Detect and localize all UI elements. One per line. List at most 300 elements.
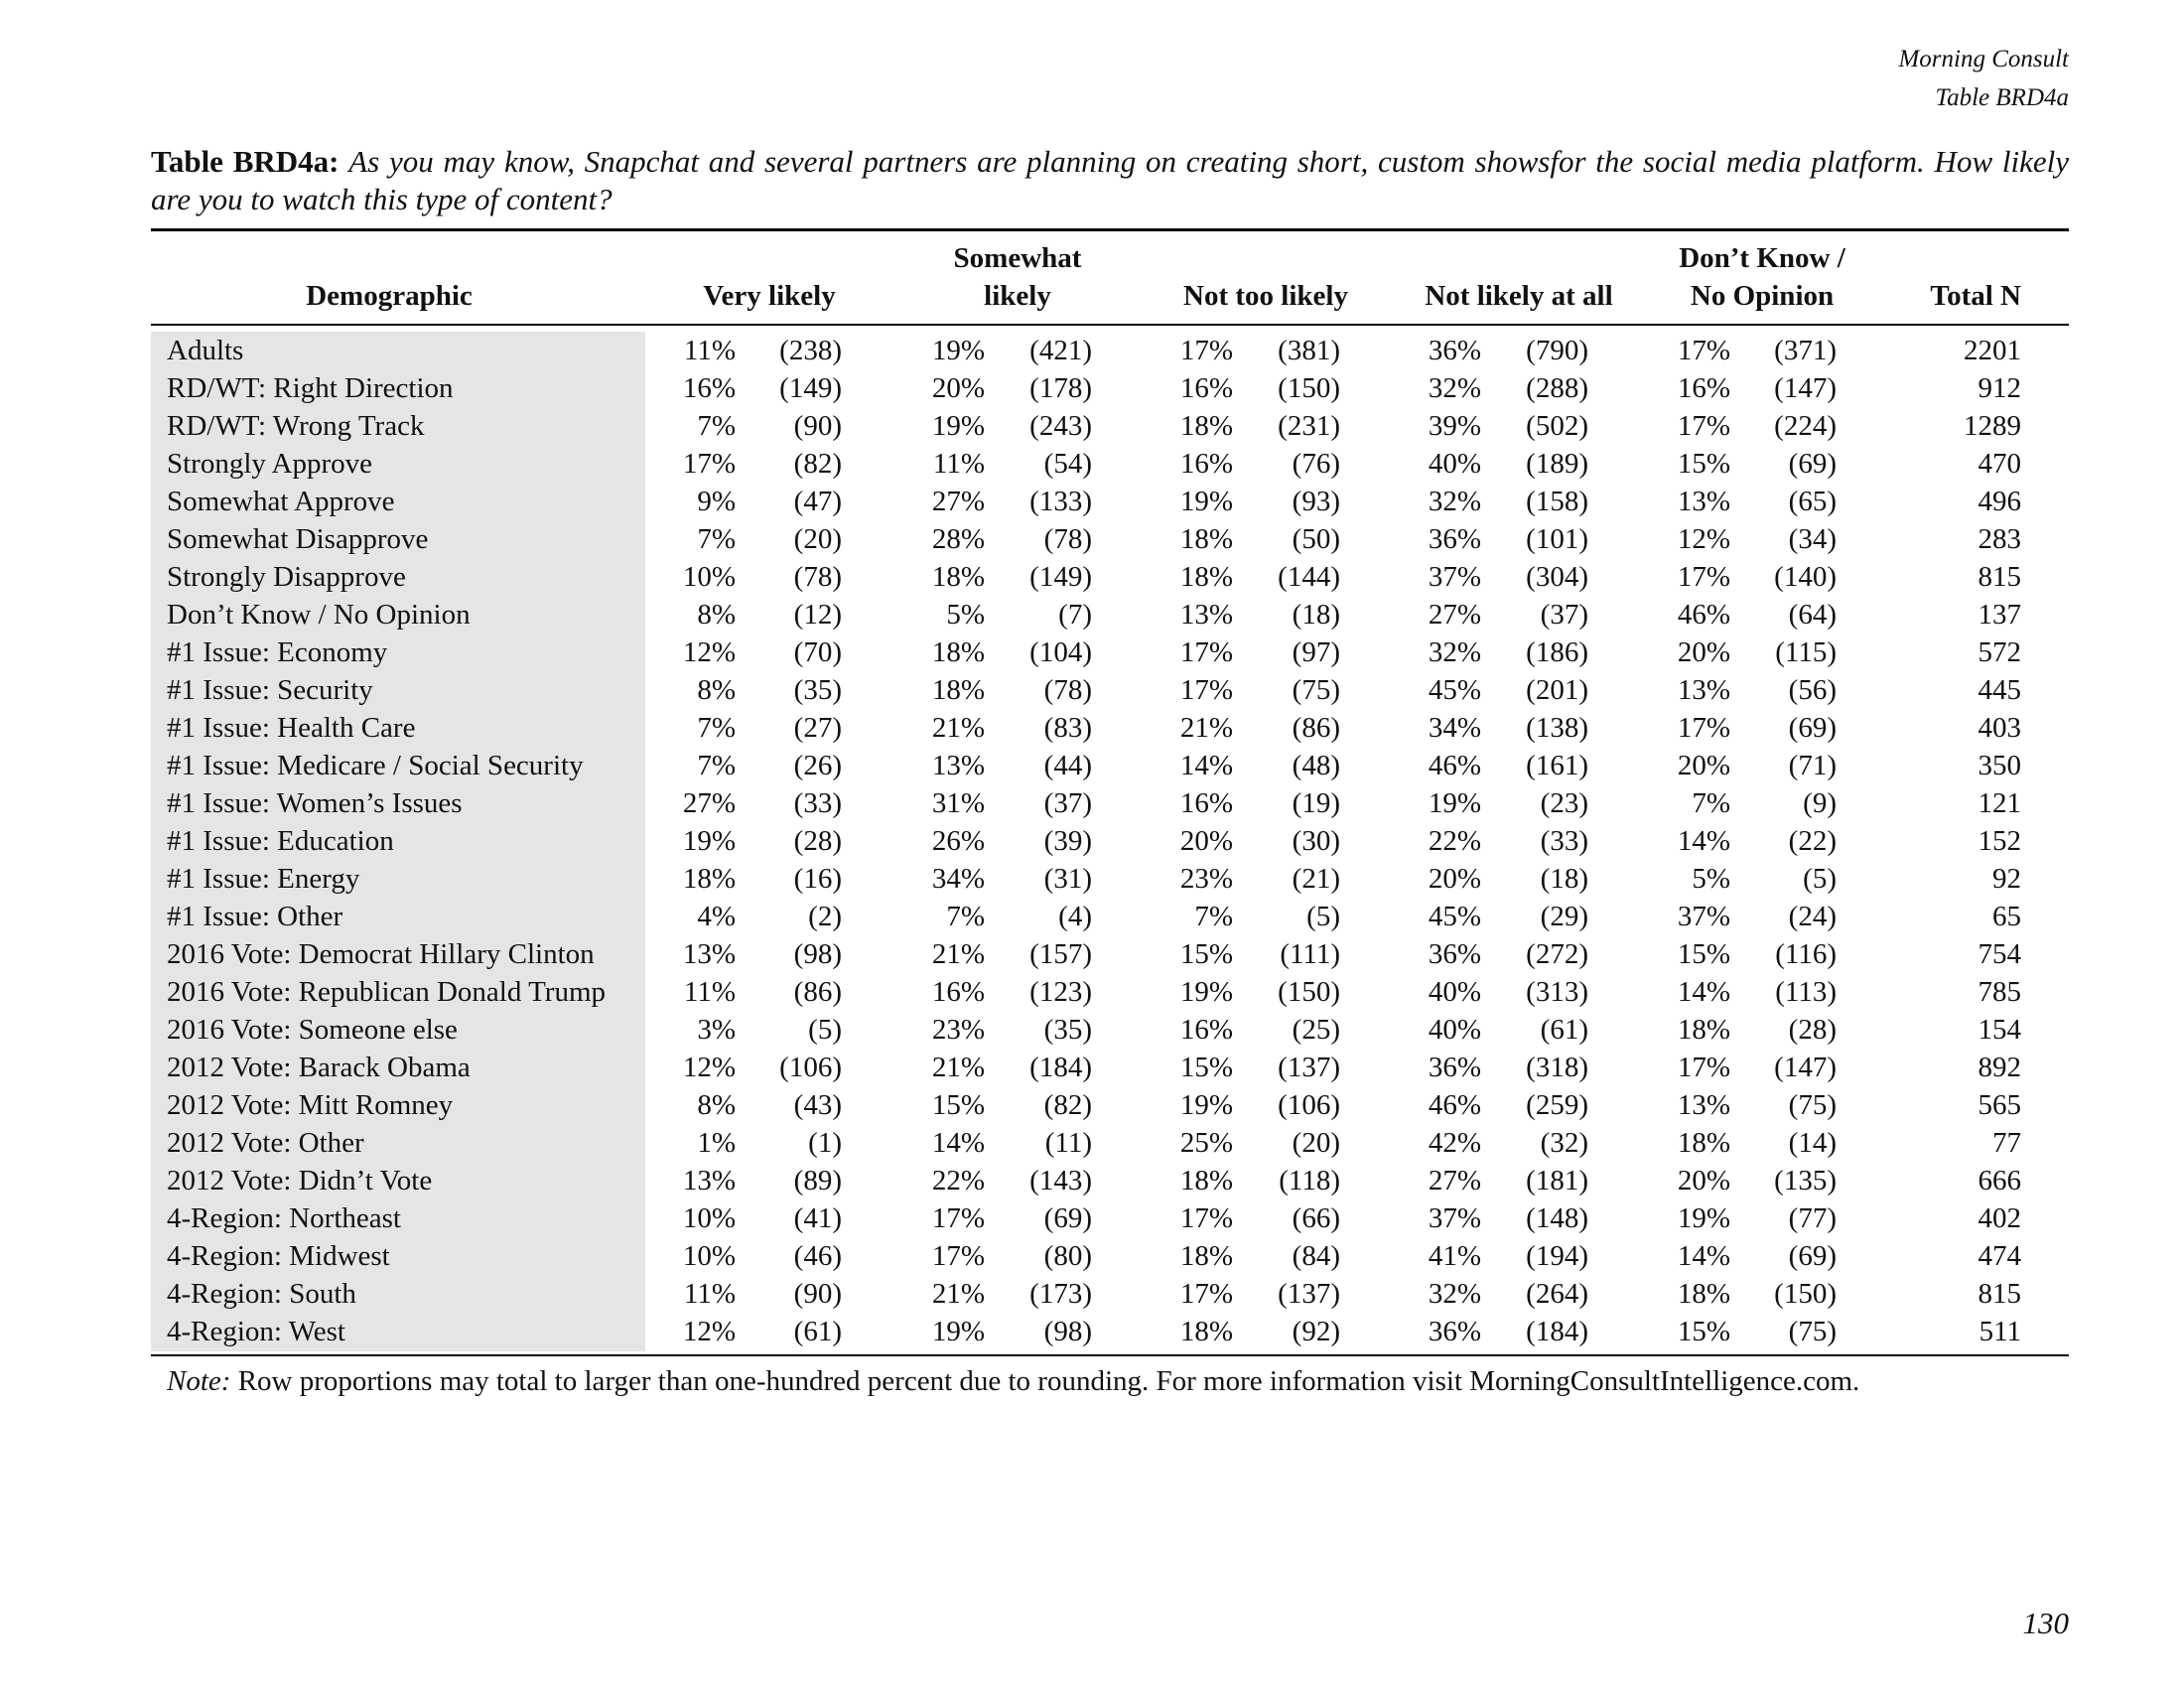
table-row (0, 332, 2184, 369)
col-head-somewhat-line1: Somewhat (953, 242, 1082, 274)
cell-somewhat-likely-pct: 23% (931, 1014, 985, 1046)
row-label: #1 Issue: Education (167, 825, 394, 857)
cell-very-likely-pct: 17% (682, 448, 736, 480)
cell-very-likely-n: (43) (793, 1089, 842, 1121)
cell-very-likely-pct: 13% (682, 938, 736, 970)
cell-not-too-likely-n: (381) (1278, 335, 1340, 366)
cell-somewhat-likely-n: (44) (1043, 750, 1092, 781)
cell-very-likely-pct: 18% (682, 863, 736, 895)
cell-not-likely-at-all-pct: 39% (1428, 410, 1481, 442)
cell-not-too-likely-pct: 18% (1179, 1240, 1233, 1272)
cell-not-too-likely-n: (97) (1292, 636, 1340, 668)
row-label: Adults (167, 335, 244, 366)
cell-not-likely-at-all-pct: 46% (1428, 1089, 1481, 1121)
cell-total-n: 470 (1978, 448, 2021, 480)
cell-very-likely-pct: 13% (682, 1165, 736, 1196)
cell-not-too-likely-pct: 18% (1179, 410, 1233, 442)
cell-somewhat-likely-n: (39) (1043, 825, 1092, 857)
cell-very-likely-pct: 4% (697, 901, 736, 932)
cell-not-likely-at-all-n: (318) (1526, 1052, 1588, 1083)
cell-not-too-likely-n: (48) (1292, 750, 1340, 781)
cell-very-likely-pct: 8% (697, 1089, 736, 1121)
col-head-very-likely: Very likely (703, 280, 836, 312)
cell-total-n: 154 (1978, 1014, 2021, 1046)
row-label: Strongly Approve (167, 448, 373, 480)
row-label: 2016 Vote: Republican Donald Trump (167, 976, 606, 1008)
table-row (0, 369, 2184, 407)
cell-somewhat-likely-n: (69) (1043, 1202, 1092, 1234)
row-label: RD/WT: Right Direction (167, 372, 454, 404)
cell-dont-know-n: (64) (1788, 599, 1837, 631)
cell-total-n: 92 (1992, 863, 2021, 895)
cell-somewhat-likely-pct: 19% (931, 335, 985, 366)
cell-dont-know-pct: 15% (1677, 938, 1730, 970)
table-row (0, 1237, 2184, 1275)
cell-somewhat-likely-n: (98) (1043, 1316, 1092, 1347)
cell-not-too-likely-n: (50) (1292, 523, 1340, 555)
table-row (0, 671, 2184, 709)
cell-not-too-likely-n: (137) (1278, 1278, 1340, 1310)
cell-somewhat-likely-n: (80) (1043, 1240, 1092, 1272)
cell-very-likely-n: (28) (793, 825, 842, 857)
cell-dont-know-pct: 18% (1677, 1014, 1730, 1046)
cell-somewhat-likely-n: (133) (1029, 486, 1092, 517)
cell-not-likely-at-all-n: (186) (1526, 636, 1588, 668)
cell-very-likely-n: (238) (779, 335, 842, 366)
cell-not-too-likely-pct: 18% (1179, 1165, 1233, 1196)
table-row (0, 1086, 2184, 1124)
table-title (151, 143, 2069, 218)
cell-dont-know-n: (150) (1774, 1278, 1837, 1310)
note-label: Note: (167, 1365, 231, 1397)
cell-not-likely-at-all-pct: 46% (1428, 750, 1481, 781)
cell-not-likely-at-all-n: (194) (1526, 1240, 1588, 1272)
cell-very-likely-pct: 27% (682, 787, 736, 819)
cell-somewhat-likely-pct: 5% (946, 599, 985, 631)
col-head-dk-line1: Don’t Know / (1679, 242, 1845, 274)
cell-dont-know-n: (65) (1788, 486, 1837, 517)
cell-not-too-likely-pct: 18% (1179, 1316, 1233, 1347)
cell-not-likely-at-all-pct: 37% (1428, 1202, 1481, 1234)
cell-very-likely-n: (70) (793, 636, 842, 668)
cell-somewhat-likely-pct: 31% (931, 787, 985, 819)
cell-dont-know-n: (71) (1788, 750, 1837, 781)
table-row (0, 822, 2184, 860)
cell-not-likely-at-all-n: (158) (1526, 486, 1588, 517)
cell-dont-know-n: (69) (1788, 448, 1837, 480)
cell-very-likely-pct: 9% (697, 486, 736, 517)
cell-total-n: 77 (1992, 1127, 2021, 1159)
cell-not-likely-at-all-pct: 27% (1428, 599, 1481, 631)
cell-not-likely-at-all-pct: 42% (1428, 1127, 1481, 1159)
row-label: #1 Issue: Women’s Issues (167, 787, 463, 819)
cell-not-likely-at-all-pct: 41% (1428, 1240, 1481, 1272)
cell-somewhat-likely-n: (173) (1029, 1278, 1092, 1310)
cell-very-likely-pct: 7% (697, 712, 736, 744)
cell-not-too-likely-n: (20) (1292, 1127, 1340, 1159)
cell-somewhat-likely-n: (4) (1058, 901, 1092, 932)
row-label: 2012 Vote: Other (167, 1127, 364, 1159)
cell-dont-know-pct: 13% (1677, 674, 1730, 706)
cell-not-too-likely-pct: 15% (1179, 938, 1233, 970)
cell-dont-know-n: (5) (1803, 863, 1837, 895)
cell-total-n: 152 (1978, 825, 2021, 857)
cell-not-likely-at-all-pct: 32% (1428, 636, 1481, 668)
cell-total-n: 815 (1978, 561, 2021, 593)
cell-dont-know-pct: 12% (1677, 523, 1730, 555)
cell-dont-know-pct: 14% (1677, 825, 1730, 857)
cell-not-too-likely-n: (92) (1292, 1316, 1340, 1347)
header-org: Morning Consult (1898, 46, 2069, 72)
row-label: #1 Issue: Security (167, 674, 373, 706)
cell-total-n: 496 (1978, 486, 2021, 517)
row-label: RD/WT: Wrong Track (167, 410, 425, 442)
cell-somewhat-likely-n: (421) (1029, 335, 1092, 366)
cell-very-likely-n: (33) (793, 787, 842, 819)
cell-not-likely-at-all-pct: 20% (1428, 863, 1481, 895)
cell-dont-know-pct: 15% (1677, 448, 1730, 480)
row-label: 4-Region: South (167, 1278, 356, 1310)
cell-total-n: 815 (1978, 1278, 2021, 1310)
cell-not-likely-at-all-n: (790) (1526, 335, 1588, 366)
cell-somewhat-likely-n: (7) (1058, 599, 1092, 631)
cell-very-likely-pct: 12% (682, 636, 736, 668)
cell-dont-know-pct: 18% (1677, 1278, 1730, 1310)
cell-not-likely-at-all-n: (264) (1526, 1278, 1588, 1310)
cell-not-likely-at-all-n: (201) (1526, 674, 1588, 706)
cell-not-too-likely-pct: 17% (1179, 636, 1233, 668)
col-head-demographic: Demographic (306, 280, 473, 312)
cell-not-too-likely-n: (19) (1292, 787, 1340, 819)
cell-very-likely-n: (20) (793, 523, 842, 555)
cell-very-likely-pct: 8% (697, 599, 736, 631)
cell-somewhat-likely-pct: 18% (931, 674, 985, 706)
table-row (0, 1199, 2184, 1237)
cell-somewhat-likely-pct: 18% (931, 561, 985, 593)
cell-not-likely-at-all-n: (23) (1540, 787, 1588, 819)
cell-not-too-likely-n: (144) (1278, 561, 1340, 593)
header-block (1898, 40, 2069, 117)
row-label: #1 Issue: Energy (167, 863, 360, 895)
cell-not-too-likely-n: (75) (1292, 674, 1340, 706)
cell-very-likely-n: (89) (793, 1165, 842, 1196)
cell-dont-know-n: (56) (1788, 674, 1837, 706)
cell-not-likely-at-all-pct: 36% (1428, 1052, 1481, 1083)
cell-total-n: 1289 (1964, 410, 2021, 442)
cell-somewhat-likely-n: (157) (1029, 938, 1092, 970)
cell-somewhat-likely-pct: 21% (931, 1052, 985, 1083)
cell-not-too-likely-pct: 16% (1179, 787, 1233, 819)
cell-somewhat-likely-n: (243) (1029, 410, 1092, 442)
cell-somewhat-likely-pct: 17% (931, 1240, 985, 1272)
cell-dont-know-pct: 15% (1677, 1316, 1730, 1347)
col-head-not-likely-at-all: Not likely at all (1425, 280, 1613, 312)
cell-not-likely-at-all-pct: 40% (1428, 976, 1481, 1008)
cell-not-too-likely-n: (76) (1292, 448, 1340, 480)
cell-not-likely-at-all-pct: 36% (1428, 335, 1481, 366)
cell-somewhat-likely-pct: 20% (931, 372, 985, 404)
cell-very-likely-n: (106) (779, 1052, 842, 1083)
cell-very-likely-n: (1) (808, 1127, 842, 1159)
cell-dont-know-pct: 7% (1692, 787, 1730, 819)
table-row (0, 558, 2184, 596)
cell-not-likely-at-all-n: (32) (1540, 1127, 1588, 1159)
cell-dont-know-n: (14) (1788, 1127, 1837, 1159)
cell-not-too-likely-pct: 18% (1179, 561, 1233, 593)
cell-total-n: 572 (1978, 636, 2021, 668)
table-row (0, 709, 2184, 747)
row-label: Somewhat Approve (167, 486, 395, 517)
cell-somewhat-likely-pct: 19% (931, 1316, 985, 1347)
table-row (0, 1275, 2184, 1313)
col-head-dont-know (1648, 239, 1876, 315)
cell-not-likely-at-all-pct: 45% (1428, 901, 1481, 932)
cell-total-n: 474 (1978, 1240, 2021, 1272)
cell-very-likely-n: (90) (793, 1278, 842, 1310)
cell-total-n: 403 (1978, 712, 2021, 744)
row-label: Don’t Know / No Opinion (167, 599, 471, 631)
cell-not-likely-at-all-n: (288) (1526, 372, 1588, 404)
cell-somewhat-likely-n: (149) (1029, 561, 1092, 593)
cell-total-n: 65 (1992, 901, 2021, 932)
cell-very-likely-pct: 11% (683, 1278, 736, 1310)
row-label: 2012 Vote: Didn’t Vote (167, 1165, 433, 1196)
cell-dont-know-pct: 37% (1677, 901, 1730, 932)
cell-dont-know-n: (147) (1774, 1052, 1837, 1083)
cell-not-too-likely-pct: 19% (1179, 976, 1233, 1008)
cell-not-likely-at-all-pct: 36% (1428, 523, 1481, 555)
cell-total-n: 785 (1978, 976, 2021, 1008)
cell-not-too-likely-n: (111) (1280, 938, 1340, 970)
cell-not-likely-at-all-pct: 34% (1428, 712, 1481, 744)
cell-dont-know-pct: 13% (1677, 1089, 1730, 1121)
table-row (0, 445, 2184, 483)
cell-not-too-likely-n: (150) (1278, 976, 1340, 1008)
cell-very-likely-n: (78) (793, 561, 842, 593)
cell-not-likely-at-all-pct: 19% (1428, 787, 1481, 819)
cell-not-likely-at-all-pct: 37% (1428, 561, 1481, 593)
cell-not-likely-at-all-pct: 36% (1428, 1316, 1481, 1347)
header-rule (151, 324, 2069, 326)
table-row (0, 1124, 2184, 1162)
row-label: 2016 Vote: Democrat Hillary Clinton (167, 938, 595, 970)
table-row (0, 1011, 2184, 1049)
cell-very-likely-pct: 12% (682, 1052, 736, 1083)
cell-not-likely-at-all-pct: 22% (1428, 825, 1481, 857)
cell-very-likely-pct: 7% (697, 410, 736, 442)
cell-total-n: 2201 (1964, 335, 2021, 366)
cell-dont-know-pct: 20% (1677, 750, 1730, 781)
cell-somewhat-likely-pct: 26% (931, 825, 985, 857)
cell-not-too-likely-pct: 21% (1179, 712, 1233, 744)
cell-not-likely-at-all-n: (272) (1526, 938, 1588, 970)
cell-very-likely-n: (2) (808, 901, 842, 932)
cell-somewhat-likely-n: (178) (1029, 372, 1092, 404)
cell-very-likely-pct: 10% (682, 1202, 736, 1234)
cell-not-likely-at-all-pct: 45% (1428, 674, 1481, 706)
cell-very-likely-n: (12) (793, 599, 842, 631)
cell-not-likely-at-all-pct: 32% (1428, 372, 1481, 404)
cell-dont-know-pct: 46% (1677, 599, 1730, 631)
cell-not-likely-at-all-n: (101) (1526, 523, 1588, 555)
cell-very-likely-n: (26) (793, 750, 842, 781)
cell-somewhat-likely-pct: 14% (931, 1127, 985, 1159)
cell-total-n: 283 (1978, 523, 2021, 555)
cell-very-likely-pct: 1% (697, 1127, 736, 1159)
cell-somewhat-likely-n: (78) (1043, 674, 1092, 706)
row-label: Strongly Disapprove (167, 561, 406, 593)
cell-total-n: 892 (1978, 1052, 2021, 1083)
cell-very-likely-n: (16) (793, 863, 842, 895)
cell-not-likely-at-all-n: (304) (1526, 561, 1588, 593)
cell-not-too-likely-pct: 19% (1179, 486, 1233, 517)
cell-dont-know-n: (9) (1803, 787, 1837, 819)
cell-very-likely-pct: 8% (697, 674, 736, 706)
cell-somewhat-likely-pct: 27% (931, 486, 985, 517)
cell-somewhat-likely-n: (54) (1043, 448, 1092, 480)
row-label: Somewhat Disapprove (167, 523, 429, 555)
cell-very-likely-n: (35) (793, 674, 842, 706)
cell-not-likely-at-all-n: (502) (1526, 410, 1588, 442)
cell-somewhat-likely-pct: 19% (931, 410, 985, 442)
cell-dont-know-n: (75) (1788, 1316, 1837, 1347)
row-label: 4-Region: West (167, 1316, 345, 1347)
cell-somewhat-likely-pct: 28% (931, 523, 985, 555)
cell-dont-know-n: (69) (1788, 1240, 1837, 1272)
cell-dont-know-pct: 17% (1677, 1052, 1730, 1083)
header-table-id: Table BRD4a (1935, 84, 2069, 111)
cell-somewhat-likely-n: (143) (1029, 1165, 1092, 1196)
cell-very-likely-pct: 7% (697, 523, 736, 555)
table-row (0, 520, 2184, 558)
cell-dont-know-pct: 17% (1677, 561, 1730, 593)
cell-very-likely-pct: 16% (682, 372, 736, 404)
cell-dont-know-pct: 14% (1677, 1240, 1730, 1272)
cell-dont-know-n: (113) (1775, 976, 1837, 1008)
cell-somewhat-likely-pct: 21% (931, 938, 985, 970)
cell-somewhat-likely-n: (31) (1043, 863, 1092, 895)
table-row (0, 784, 2184, 822)
cell-dont-know-n: (140) (1774, 561, 1837, 593)
cell-somewhat-likely-pct: 17% (931, 1202, 985, 1234)
cell-not-likely-at-all-n: (18) (1540, 863, 1588, 895)
cell-dont-know-n: (77) (1788, 1202, 1837, 1234)
cell-not-too-likely-n: (84) (1292, 1240, 1340, 1272)
cell-very-likely-n: (47) (793, 486, 842, 517)
cell-not-too-likely-pct: 18% (1179, 523, 1233, 555)
cell-not-likely-at-all-n: (33) (1540, 825, 1588, 857)
cell-not-too-likely-pct: 13% (1179, 599, 1233, 631)
cell-total-n: 402 (1978, 1202, 2021, 1234)
cell-very-likely-pct: 11% (683, 976, 736, 1008)
cell-not-too-likely-pct: 19% (1179, 1089, 1233, 1121)
cell-somewhat-likely-n: (11) (1044, 1127, 1092, 1159)
cell-very-likely-n: (46) (793, 1240, 842, 1272)
cell-dont-know-pct: 18% (1677, 1127, 1730, 1159)
cell-dont-know-pct: 17% (1677, 712, 1730, 744)
table-title-question: As you may know, Snapchat and several partners are planning on creating short, custom showsfor the social media platform. How likely are you to watch this type of content? (151, 144, 2070, 216)
cell-dont-know-n: (34) (1788, 523, 1837, 555)
table-row (0, 935, 2184, 973)
cell-somewhat-likely-n: (123) (1029, 976, 1092, 1008)
row-label: 2012 Vote: Barack Obama (167, 1052, 471, 1083)
cell-very-likely-pct: 19% (682, 825, 736, 857)
table-row (0, 973, 2184, 1011)
cell-not-too-likely-n: (25) (1292, 1014, 1340, 1046)
cell-dont-know-pct: 17% (1677, 335, 1730, 366)
cell-not-likely-at-all-pct: 36% (1428, 938, 1481, 970)
cell-somewhat-likely-pct: 34% (931, 863, 985, 895)
table-row (0, 898, 2184, 935)
cell-dont-know-pct: 20% (1677, 636, 1730, 668)
cell-very-likely-n: (82) (793, 448, 842, 480)
row-label: 4-Region: Northeast (167, 1202, 401, 1234)
cell-not-too-likely-pct: 16% (1179, 372, 1233, 404)
cell-somewhat-likely-n: (35) (1043, 1014, 1092, 1046)
cell-dont-know-pct: 16% (1677, 372, 1730, 404)
table-row (0, 747, 2184, 784)
cell-not-too-likely-n: (5) (1306, 901, 1340, 932)
cell-somewhat-likely-pct: 21% (931, 712, 985, 744)
cell-somewhat-likely-pct: 15% (931, 1089, 985, 1121)
cell-not-too-likely-pct: 17% (1179, 335, 1233, 366)
page-number: 130 (2022, 1606, 2069, 1640)
cell-not-likely-at-all-pct: 40% (1428, 1014, 1481, 1046)
cell-somewhat-likely-pct: 13% (931, 750, 985, 781)
cell-not-too-likely-n: (30) (1292, 825, 1340, 857)
cell-somewhat-likely-pct: 22% (931, 1165, 985, 1196)
cell-not-too-likely-pct: 16% (1179, 448, 1233, 480)
cell-not-too-likely-n: (150) (1278, 372, 1340, 404)
cell-not-too-likely-pct: 17% (1179, 674, 1233, 706)
cell-not-too-likely-pct: 7% (1194, 901, 1233, 932)
cell-dont-know-n: (75) (1788, 1089, 1837, 1121)
cell-very-likely-n: (98) (793, 938, 842, 970)
cell-not-likely-at-all-pct: 32% (1428, 1278, 1481, 1310)
row-label: #1 Issue: Economy (167, 636, 388, 668)
cell-somewhat-likely-pct: 11% (932, 448, 985, 480)
cell-very-likely-pct: 11% (683, 335, 736, 366)
row-label: #1 Issue: Other (167, 901, 343, 932)
col-head-dk-line2: No Opinion (1690, 280, 1835, 312)
cell-total-n: 754 (1978, 938, 2021, 970)
cell-very-likely-pct: 3% (697, 1014, 736, 1046)
cell-somewhat-likely-n: (78) (1043, 523, 1092, 555)
cell-not-likely-at-all-n: (29) (1540, 901, 1588, 932)
col-head-total-n: Total N (1930, 280, 2021, 312)
cell-not-too-likely-pct: 25% (1179, 1127, 1233, 1159)
cell-very-likely-n: (5) (808, 1014, 842, 1046)
cell-not-too-likely-n: (118) (1279, 1165, 1340, 1196)
note-text: Row proportions may total to larger than one-hundred percent due to rounding. For more information visit MorningConsultIntelligence.com. (237, 1365, 1860, 1397)
cell-very-likely-pct: 10% (682, 561, 736, 593)
table-row (0, 1162, 2184, 1199)
col-head-somewhat-line2: likely (984, 280, 1051, 312)
cell-not-too-likely-pct: 16% (1179, 1014, 1233, 1046)
cell-total-n: 565 (1978, 1089, 2021, 1121)
table-row (0, 483, 2184, 520)
cell-not-too-likely-n: (231) (1278, 410, 1340, 442)
cell-dont-know-pct: 13% (1677, 486, 1730, 517)
cell-dont-know-pct: 20% (1677, 1165, 1730, 1196)
cell-very-likely-pct: 10% (682, 1240, 736, 1272)
cell-not-too-likely-pct: 23% (1179, 863, 1233, 895)
col-head-not-too-likely: Not too likely (1183, 280, 1348, 312)
cell-not-likely-at-all-pct: 32% (1428, 486, 1481, 517)
cell-total-n: 350 (1978, 750, 2021, 781)
cell-very-likely-n: (86) (793, 976, 842, 1008)
cell-not-too-likely-pct: 15% (1179, 1052, 1233, 1083)
